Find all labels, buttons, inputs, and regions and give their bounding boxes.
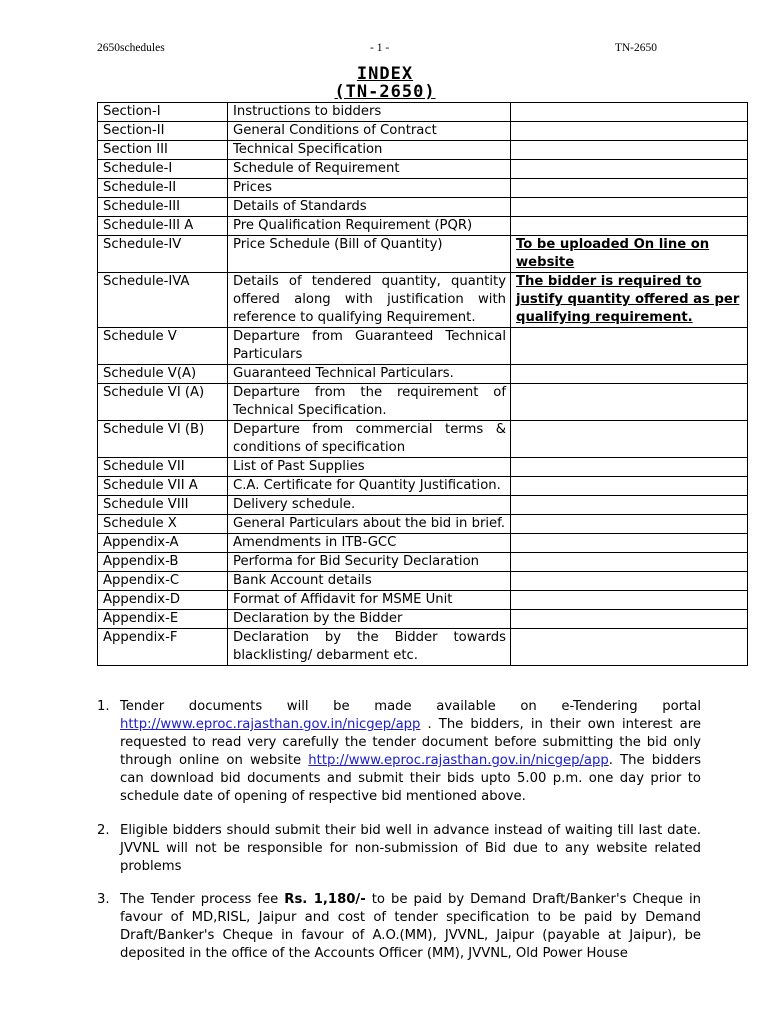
- paragraph-1-number: 1.: [97, 699, 110, 714]
- row-section: Schedule VI (A): [98, 384, 228, 421]
- index-row: [98, 365, 748, 384]
- index-row: [98, 236, 748, 273]
- index-row: [98, 515, 748, 534]
- row-note: [511, 629, 748, 666]
- index-row: [98, 572, 748, 591]
- row-section: Appendix-E: [98, 610, 228, 629]
- index-row: [98, 273, 748, 328]
- row-note: [511, 477, 748, 496]
- paragraph-1-text-2: . The bidders, in their own interest are requested to read very carefully the tender document before submitting the bid only through online on website: [120, 717, 701, 768]
- row-section: Schedule V(A): [98, 365, 228, 384]
- row-section: Schedule VII: [98, 458, 228, 477]
- eproc-portal-link-1[interactable]: http://www.eproc.rajasthan.gov.in/nicgep/app: [120, 717, 421, 732]
- row-section: Schedule-IV: [98, 236, 228, 273]
- row-title: Performa for Bid Security Declaration: [228, 553, 511, 572]
- paragraph-1-line-1: Tender documents will be made available on e-Tendering portal: [120, 699, 701, 714]
- paragraph-3-text-1: The Tender process fee: [120, 892, 285, 907]
- row-note: [511, 122, 748, 141]
- row-title: Format of Affidavit for MSME Unit: [228, 591, 511, 610]
- row-title: Pre Qualification Requirement (PQR): [228, 217, 511, 236]
- index-row: [98, 610, 748, 629]
- row-section: Appendix-C: [98, 572, 228, 591]
- row-section: Section III: [98, 141, 228, 160]
- row-section: Appendix-D: [98, 591, 228, 610]
- paragraph-1: [97, 698, 701, 806]
- row-section: Schedule VI (B): [98, 421, 228, 458]
- row-title: Details of tendered quantity, quantity offered along with justification with reference to qualifying Requirement.: [228, 273, 511, 328]
- paragraph-3-number: 3.: [97, 892, 110, 907]
- row-note: [511, 458, 748, 477]
- index-row: [98, 217, 748, 236]
- index-row: [98, 328, 748, 365]
- row-title: General Particulars about the bid in brief.: [228, 515, 511, 534]
- row-note: [511, 515, 748, 534]
- row-section: Schedule VII A: [98, 477, 228, 496]
- index-row: [98, 421, 748, 458]
- row-note: [511, 553, 748, 572]
- paragraph-3: [97, 891, 701, 963]
- row-section: Schedule-I: [98, 160, 228, 179]
- row-section: Section-II: [98, 122, 228, 141]
- index-row: [98, 477, 748, 496]
- row-note: [511, 103, 748, 122]
- index-subtitle: (TN-2650): [334, 82, 436, 102]
- row-note: To be uploaded On line on website: [511, 236, 748, 273]
- row-section: Appendix-A: [98, 534, 228, 553]
- row-note: [511, 160, 748, 179]
- index-row: [98, 122, 748, 141]
- row-title: List of Past Supplies: [228, 458, 511, 477]
- index-row: [98, 458, 748, 477]
- row-title: Bank Account details: [228, 572, 511, 591]
- row-note: [511, 328, 748, 365]
- paragraph-1-text-3: . The bidders can download bid documents and submit their bids upto 5.00 p.m. one day prior to schedule date of opening of respective bid mentioned above.: [120, 753, 701, 804]
- row-note: [511, 179, 748, 198]
- index-table: [97, 102, 748, 666]
- row-section: Schedule X: [98, 515, 228, 534]
- row-section: Schedule-IVA: [98, 273, 228, 328]
- row-note: [511, 591, 748, 610]
- row-section: Appendix-B: [98, 553, 228, 572]
- row-title: Instructions to bidders: [228, 103, 511, 122]
- row-title: Technical Specification: [228, 141, 511, 160]
- paragraph-3-text-2: to be paid by Demand Draft/Banker's Cheque in favour of MD,RISL, Jaipur and cost of tender specification to be paid by Demand Draft/Banker's Cheque in favour of A.O.(MM), JVVNL, Jaipur (payable at Jaipur), be deposited in the office of the Accounts Officer (MM), JVVNL, Old Power House: [120, 892, 702, 961]
- row-title: Departure from the requirement of Technical Specification.: [228, 384, 511, 421]
- index-row: [98, 160, 748, 179]
- row-title: C.A. Certificate for Quantity Justification.: [228, 477, 511, 496]
- header-tender-number: TN-2650: [614, 42, 657, 54]
- index-row: [98, 496, 748, 515]
- index-row: [98, 534, 748, 553]
- index-row: [98, 179, 748, 198]
- row-title: Declaration by the Bidder towards blacklisting/ debarment etc.: [228, 629, 511, 666]
- header-page-number: - 1 -: [370, 42, 390, 54]
- row-section: Schedule-II: [98, 179, 228, 198]
- row-note: [511, 384, 748, 421]
- index-row: [98, 553, 748, 572]
- row-section: Schedule VIII: [98, 496, 228, 515]
- tender-fee-amount: Rs. 1,180/-: [284, 892, 366, 907]
- row-note: [511, 572, 748, 591]
- index-row: [98, 103, 748, 122]
- row-title: Delivery schedule.: [228, 496, 511, 515]
- row-section: Schedule V: [98, 328, 228, 365]
- paragraph-2: [97, 822, 701, 876]
- row-title: Amendments in ITB-GCC: [228, 534, 511, 553]
- row-note: [511, 534, 748, 553]
- row-section: Schedule-III: [98, 198, 228, 217]
- row-title: Details of Standards: [228, 198, 511, 217]
- row-title: General Conditions of Contract: [228, 122, 511, 141]
- header-filename: 2650schedules: [97, 42, 165, 54]
- page-header: [97, 42, 657, 58]
- paragraph-2-text: Eligible bidders should submit their bid well in advance instead of waiting till last date. JVVNL will not be responsible for non-submission of Bid due to any website related problems: [120, 823, 701, 874]
- row-title: Schedule of Requirement: [228, 160, 511, 179]
- row-title: Declaration by the Bidder: [228, 610, 511, 629]
- index-row: [98, 591, 748, 610]
- row-note: [511, 610, 748, 629]
- row-section: Section-I: [98, 103, 228, 122]
- row-section: Schedule-III A: [98, 217, 228, 236]
- row-note: [511, 365, 748, 384]
- row-title: Guaranteed Technical Particulars.: [228, 365, 511, 384]
- row-note: [511, 496, 748, 515]
- index-row: [98, 141, 748, 160]
- row-note: [511, 198, 748, 217]
- row-note: [511, 141, 748, 160]
- index-row: [98, 198, 748, 217]
- index-row: [98, 384, 748, 421]
- index-table-body: [98, 103, 748, 666]
- row-note: [511, 421, 748, 458]
- row-note: [511, 217, 748, 236]
- row-title: Departure from Guaranteed Technical Particulars: [228, 328, 511, 365]
- row-title: Price Schedule (Bill of Quantity): [228, 236, 511, 273]
- row-title: Prices: [228, 179, 511, 198]
- index-title: INDEX: [356, 64, 414, 84]
- row-note: The bidder is required to justify quantity offered as per qualifying requirement.: [511, 273, 748, 328]
- paragraph-2-number: 2.: [97, 823, 110, 838]
- row-title: Departure from commercial terms & conditions of specification: [228, 421, 511, 458]
- eproc-portal-link-2[interactable]: http://www.eproc.rajasthan.gov.in/nicgep/app: [308, 753, 609, 768]
- row-section: Appendix-F: [98, 629, 228, 666]
- index-row: [98, 629, 748, 666]
